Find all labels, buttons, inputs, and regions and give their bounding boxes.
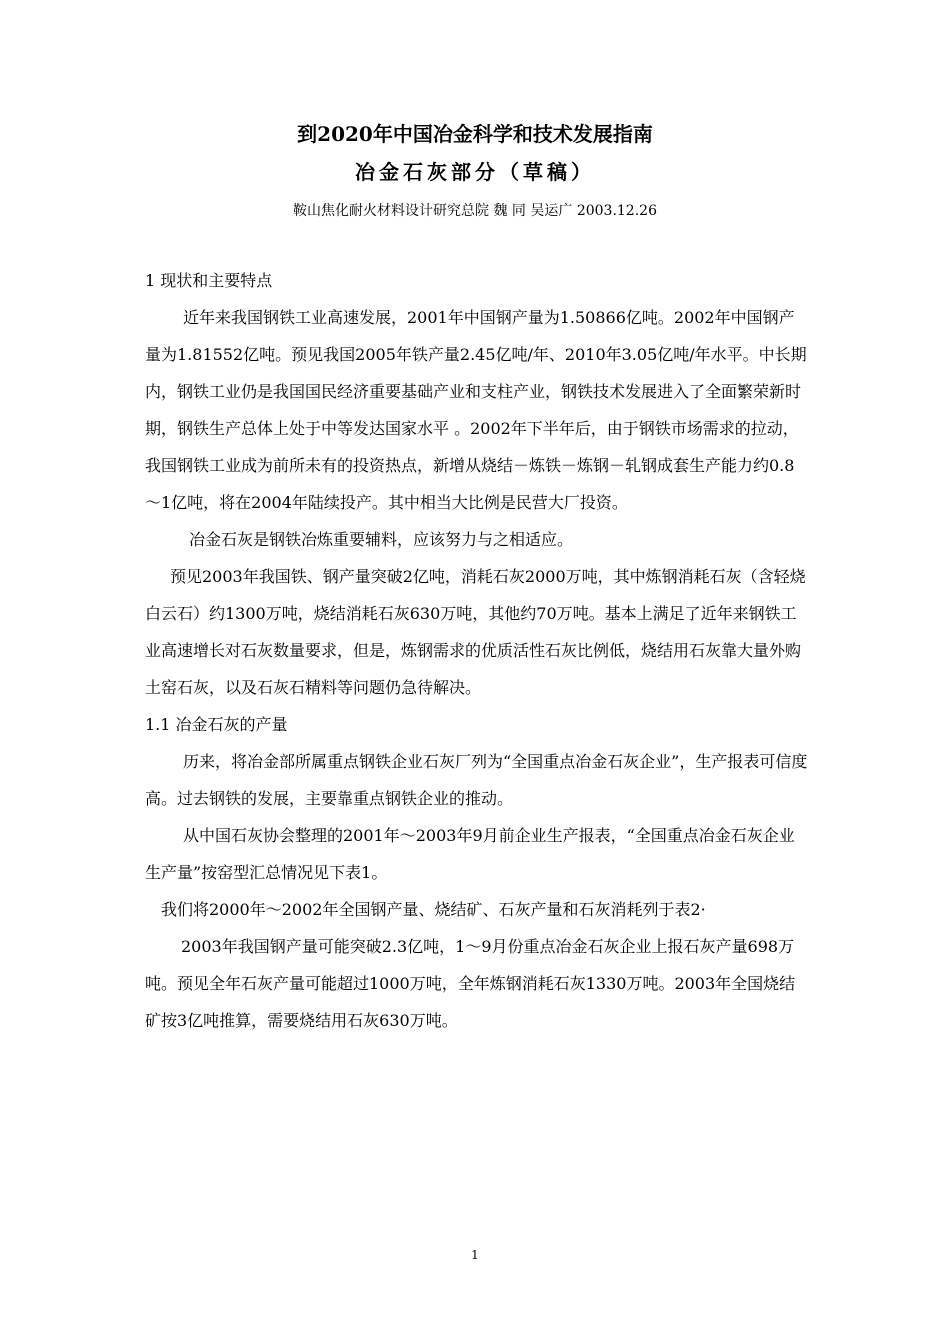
author-byline: 鞍山焦化耐火材料设计研究总院 魏 同 吴运广 2003.12.26 xyxy=(293,203,657,219)
document-body xyxy=(145,262,810,1039)
paragraph-2003-estimate: 2003年我国钢产量可能突破2.3亿吨，1～9月份重点冶金石灰企业上报石灰产量698万吨。预见全年石灰产量可能超过1000万吨，全年炼钢消耗石灰1330万吨。2003年全国烧结矿按3亿吨推算，需要烧结用石灰630万吨。 xyxy=(145,937,796,1030)
paragraph-table1-ref: 从中国石灰协会整理的2001年～2003年9月前企业生产报表，“全国重点冶金石灰企业生产量”按窑型汇总情况见下表1。 xyxy=(145,826,795,882)
page-number: 1 xyxy=(471,1248,479,1262)
paragraph-steel-overview: 近年来我国钢铁工业高速发展，2001年中国钢产量为1.50866亿吨。2002年中国钢产量为1.81552亿吨。预见我国2005年铁产量2.45亿吨/年、2010年3.05亿吨/年水平。中长期内，钢铁工业仍是我国国民经济重要基础产业和支柱产业，钢铁技术发展进入了全面繁荣新时期，钢铁生产总体上处于中等发达国家水平 。2002年下半年后，由于钢铁市场需求的拉动，我国钢铁工业成为前所未有的投资热点，新增从烧结－炼铁－炼钢－轧钢成套生产能力约0.8～1亿吨，将在2004年陆续投产。其中相当大比例是民营大厂投资。 xyxy=(145,308,807,512)
section-heading-1: 1 现状和主要特点 xyxy=(145,271,273,290)
paragraph-lime-role: 冶金石灰是钢铁冶炼重要辅料，应该努力与之相适应。 xyxy=(189,530,574,549)
paragraph-table2-ref: 我们将2000年～2002年全国钢产量、烧结矿、石灰产量和石灰消耗列于表2· xyxy=(161,900,706,919)
document-title: 到2020年中国冶金科学和技术发展指南 xyxy=(297,122,653,146)
section-heading-1-1: 1.1 冶金石灰的产量 xyxy=(145,715,288,734)
paragraph-lime-forecast: 预见2003年我国铁、钢产量突破2亿吨，消耗石灰2000万吨，其中炼钢消耗石灰（含轻烧白云石）约1300万吨，烧结消耗石灰630万吨，其他约70万吨。基本上满足了近年来钢铁工业高速增长对石灰数量要求，但是，炼钢需求的优质活性石灰比例低，烧结用石灰靠大量外购土窑石灰，以及石灰石精料等问题仍急待解决。 xyxy=(145,567,806,697)
document-subtitle: 冶金石灰部分（草稿） xyxy=(355,160,595,184)
paragraph-key-enterprises: 历来，将冶金部所属重点钢铁企业石灰厂列为“全国重点冶金石灰企业”，生产报表可信度高。过去钢铁的发展，主要靠重点钢铁企业的推动。 xyxy=(145,752,808,808)
